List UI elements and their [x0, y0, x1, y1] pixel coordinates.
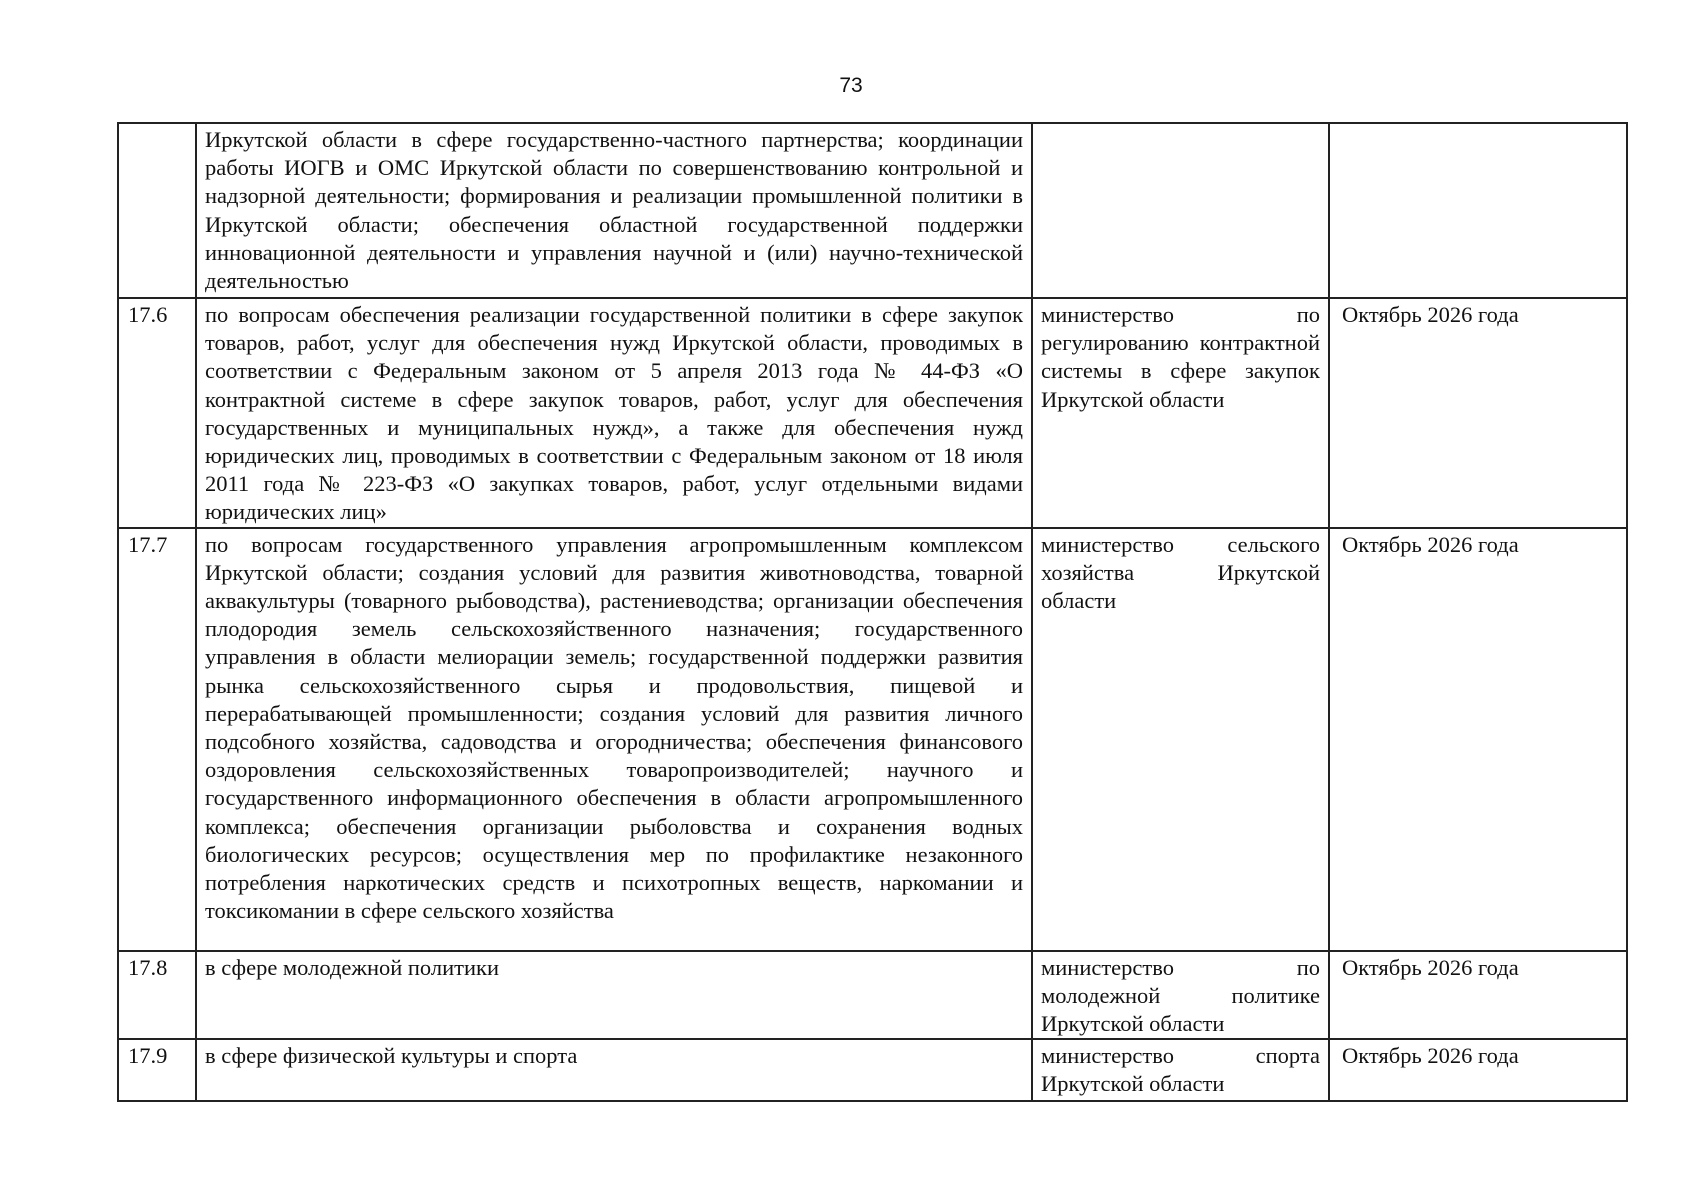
table-row [118, 1039, 1627, 1101]
row-deadline: Октябрь 2026 года [1329, 528, 1627, 951]
row-responsible: министерство по регулированию контрактной системы в сфере закупок Иркутской области [1032, 298, 1329, 528]
measures-table [117, 122, 1628, 1102]
row-deadline [1329, 123, 1627, 298]
row-number: 17.6 [118, 298, 196, 528]
row-number: 17.7 [118, 528, 196, 951]
row-number [118, 123, 196, 298]
row-description: Иркутской области в сфере государственно-частного партнерства; координации работы ИОГВ и ОМС Иркутской области по совершенствованию контрольной и надзорной деятельности; формирования и реализации промышленной политики в Иркутской области; обеспечения областной государственной поддержки инновационной деятельности и управления научной и (или) научно-технической деятельностью [196, 123, 1032, 298]
row-deadline: Октябрь 2026 года [1329, 298, 1627, 528]
row-number: 17.9 [118, 1039, 196, 1101]
row-responsible [1032, 123, 1329, 298]
row-number: 17.8 [118, 951, 196, 1040]
row-description: в сфере физической культуры и спорта [196, 1039, 1032, 1101]
row-deadline: Октябрь 2026 года [1329, 1039, 1627, 1101]
table-row [118, 123, 1627, 298]
row-description: в сфере молодежной политики [196, 951, 1032, 1040]
row-responsible: министерство сельского хозяйства Иркутской области [1032, 528, 1329, 951]
table-row [118, 528, 1627, 951]
row-deadline: Октябрь 2026 года [1329, 951, 1627, 1040]
row-responsible: министерство спорта Иркутской области [1032, 1039, 1329, 1101]
page-number: 73 [839, 74, 863, 97]
table-row [118, 951, 1627, 1040]
table-row [118, 298, 1627, 528]
row-responsible: министерство по молодежной политике Иркутской области [1032, 951, 1329, 1040]
row-description: по вопросам обеспечения реализации государственной политики в сфере закупок товаров, работ, услуг для обеспечения нужд Иркутской области, проводимых в соответствии с Федеральным законом от 5 апреля 2013 года № 44-ФЗ «О контрактной системе в сфере закупок товаров, работ, услуг для обеспечения государственных и муниципальных нужд», а также для обеспечения нужд юридических лиц, проводимых в соответствии с Федеральным законом от 18 июля 2011 года № 223-ФЗ «О закупках товаров, работ, услуг отдельными видами юридических лиц» [196, 298, 1032, 528]
row-description: по вопросам государственного управления агропромышленным комплексом Иркутской области; создания условий для развития животноводства, товарной аквакультуры (товарного рыбоводства), растениеводства; организации обеспечения плодородия земель сельскохозяйственного назначения; государственного управления в области мелиорации земель; государственной поддержки развития рынка сельскохозяйственного сырья и продовольствия, пищевой и перерабатывающей промышленности; создания условий для развития личного подсобного хозяйства, садоводства и огородничества; обеспечения финансового оздоровления сельскохозяйственных товаропроизводителей; научного и государственного информационного обеспечения в области агропромышленного комплекса; обеспечения организации рыболовства и сохранения водных биологических ресурсов; осуществления мер по профилактике незаконного потребления наркотических средств и психотропных веществ, наркомании и токсикомании в сфере сельского хозяйства [196, 528, 1032, 951]
